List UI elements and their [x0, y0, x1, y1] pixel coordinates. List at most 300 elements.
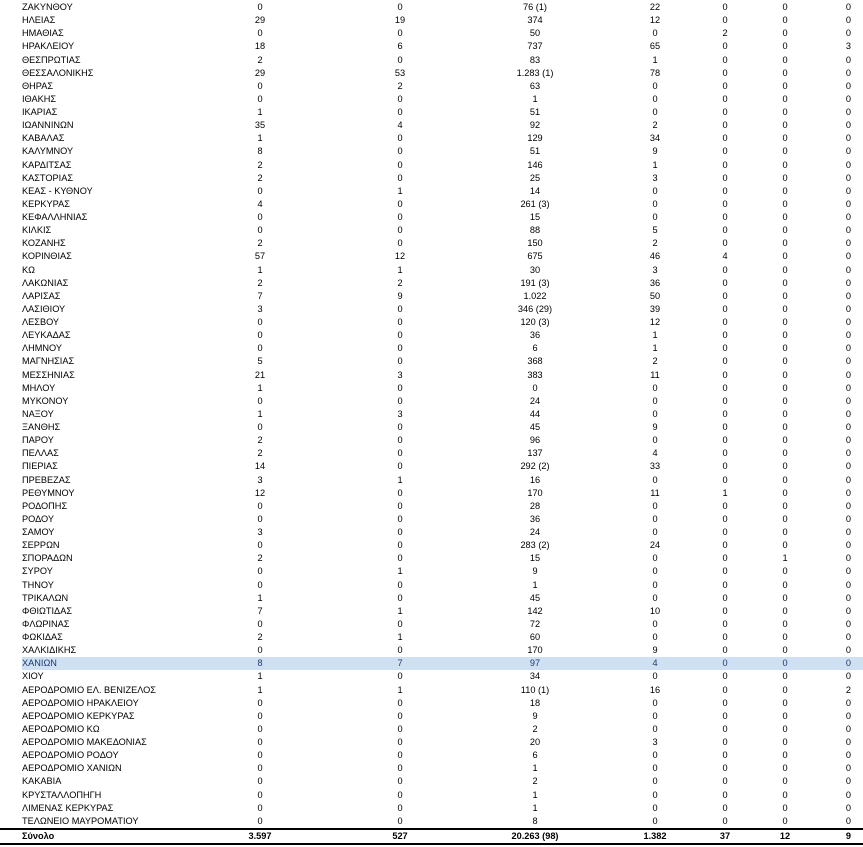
value-cell: 9	[532, 710, 538, 721]
value-cell: 0	[722, 632, 728, 643]
value-cell: 0	[652, 815, 658, 826]
value-cell: 3	[652, 264, 658, 275]
value-cell: 0	[782, 802, 788, 813]
value-cell: 283 (2)	[520, 540, 550, 551]
value-cell: 0	[845, 645, 851, 656]
value-cell: 0	[845, 605, 851, 616]
value-cell: 0	[722, 225, 728, 236]
value-cell: 191 (3)	[520, 277, 550, 288]
value-cell: 0	[257, 343, 263, 354]
value-cell: 0	[652, 212, 658, 223]
value-cell: 0	[782, 225, 788, 236]
value-cell: 0	[397, 815, 403, 826]
value-cell: 1	[257, 684, 263, 695]
value-cell: 0	[257, 789, 263, 800]
table-row	[0, 447, 863, 460]
value-cell: 12	[254, 487, 266, 498]
value-cell: 0	[257, 28, 263, 39]
value-cell: 0	[397, 461, 403, 472]
value-cell: 0	[782, 93, 788, 104]
value-cell: 0	[722, 513, 728, 524]
table-row	[0, 27, 863, 40]
value-cell: 0	[722, 684, 728, 695]
value-cell: 1	[782, 553, 788, 564]
value-cell: 0	[722, 2, 728, 13]
value-cell: 45	[529, 422, 541, 433]
value-cell: 18	[254, 41, 266, 52]
value-cell: 0	[397, 382, 403, 393]
value-cell: 0	[257, 212, 263, 223]
table-row	[0, 434, 863, 447]
value-cell: 0	[652, 527, 658, 538]
value-cell: 2	[532, 776, 538, 787]
value-cell: 0	[782, 422, 788, 433]
value-cell: 0	[782, 592, 788, 603]
value-cell: 0	[845, 408, 851, 419]
value-cell: 1	[532, 579, 538, 590]
value-cell: 8	[257, 146, 263, 157]
value-cell: 65	[649, 41, 661, 52]
region-name-cell: ΙΚΑΡΙΑΣ	[22, 107, 58, 118]
table-row	[0, 119, 863, 132]
value-cell: 150	[527, 238, 543, 249]
value-cell: 0	[782, 317, 788, 328]
value-cell: 0	[722, 80, 728, 91]
value-cell: 0	[257, 80, 263, 91]
table-row	[0, 145, 863, 158]
value-cell: 0	[782, 159, 788, 170]
value-cell: 0	[397, 671, 403, 682]
region-name-cell: ΑΕΡΟΔΡΟΜΙΟ ΜΑΚΕΔΟΝΙΑΣ	[22, 737, 147, 748]
value-cell: 0	[257, 618, 263, 629]
value-cell: 51	[529, 107, 541, 118]
value-cell: 3	[397, 408, 403, 419]
region-name-cell: ΛΗΜΝΟΥ	[22, 343, 63, 354]
value-cell: 0	[257, 2, 263, 13]
region-name-cell: ΡΟΔΟΥ	[22, 513, 55, 524]
value-cell: 0	[782, 251, 788, 262]
value-cell: 0	[397, 422, 403, 433]
value-cell: 10	[649, 605, 661, 616]
value-cell: 0	[722, 369, 728, 380]
value-cell: 0	[397, 789, 403, 800]
value-cell: 0	[782, 487, 788, 498]
region-name-cell: ΡΟΔΟΠΗΣ	[22, 500, 68, 511]
value-cell: 0	[782, 28, 788, 39]
value-cell: 0	[782, 212, 788, 223]
region-name-cell: ΙΩΑΝΝΙΝΩΝ	[22, 120, 74, 131]
value-cell: 2	[397, 277, 403, 288]
table-row	[0, 579, 863, 592]
value-cell: 0	[397, 592, 403, 603]
value-cell: 1	[397, 264, 403, 275]
value-cell: 0	[652, 408, 658, 419]
value-cell: 2	[257, 435, 263, 446]
value-cell: 50	[529, 28, 541, 39]
value-cell: 0	[397, 303, 403, 314]
value-cell: 0	[397, 710, 403, 721]
table-row	[0, 211, 863, 224]
value-cell: 2	[257, 54, 263, 65]
value-cell: 0	[722, 737, 728, 748]
value-cell: 0	[845, 238, 851, 249]
value-cell: 0	[397, 356, 403, 367]
value-cell: 0	[845, 723, 851, 734]
region-name-cell: ΚΑΒΑΛΑΣ	[22, 133, 65, 144]
value-cell: 0	[782, 172, 788, 183]
region-name-cell: ΗΜΑΘΙΑΣ	[22, 28, 64, 39]
region-name-cell: ΧΑΛΚΙΔΙΚΗΣ	[22, 645, 77, 656]
value-cell: 34	[529, 671, 541, 682]
table-row	[0, 684, 863, 697]
value-cell: 0	[845, 750, 851, 761]
value-cell: 0	[257, 815, 263, 826]
value-cell: 0	[782, 303, 788, 314]
value-cell: 0	[845, 251, 851, 262]
table-row	[0, 408, 863, 421]
value-cell: 57	[254, 251, 266, 262]
value-cell: 0	[782, 618, 788, 629]
value-cell: 25	[529, 172, 541, 183]
value-cell: 9	[652, 422, 658, 433]
value-cell: 51	[529, 146, 541, 157]
value-cell: 18	[529, 697, 541, 708]
region-name-cell: ΦΛΩΡΙΝΑΣ	[22, 618, 70, 629]
region-name-cell: ΑΕΡΟΔΡΟΜΙΟ ΡΟΔΟΥ	[22, 750, 119, 761]
value-cell: 3	[257, 474, 263, 485]
value-cell: 0	[722, 540, 728, 551]
value-cell: 1.283 (1)	[516, 67, 554, 78]
value-cell: 0	[652, 382, 658, 393]
value-cell: 0	[782, 540, 788, 551]
value-cell: 0	[722, 605, 728, 616]
value-cell: 0	[532, 382, 538, 393]
region-name-cell: ΠΕΛΛΑΣ	[22, 448, 59, 459]
value-cell: 0	[845, 474, 851, 485]
value-cell: 1	[532, 763, 538, 774]
value-cell: 0	[257, 763, 263, 774]
value-cell: 1	[652, 343, 658, 354]
value-cell: 0	[652, 513, 658, 524]
value-cell: 0	[397, 487, 403, 498]
value-cell: 0	[845, 317, 851, 328]
value-cell: 0	[722, 815, 728, 826]
value-cell: 0	[782, 632, 788, 643]
value-cell: 1	[652, 159, 658, 170]
region-name-cell: ΡΕΘΥΜΝΟΥ	[22, 487, 75, 498]
value-cell: 1	[257, 592, 263, 603]
value-cell: 0	[782, 277, 788, 288]
value-cell: 12	[394, 251, 406, 262]
value-cell: 2	[652, 238, 658, 249]
table-row	[0, 605, 863, 618]
table-row	[0, 762, 863, 775]
value-cell: 0	[845, 697, 851, 708]
table-row	[0, 342, 863, 355]
value-cell: 0	[722, 710, 728, 721]
value-cell: 14	[254, 461, 266, 472]
region-name-cell: ΜΕΣΣΗΝΙΑΣ	[22, 369, 75, 380]
table-row	[0, 67, 863, 80]
value-cell: 1	[532, 93, 538, 104]
value-cell: 1	[257, 671, 263, 682]
value-cell: 63	[529, 80, 541, 91]
value-cell: 0	[652, 750, 658, 761]
value-cell: 0	[257, 802, 263, 813]
value-cell: 137	[527, 448, 543, 459]
table-body	[0, 1, 863, 829]
region-name-cell: ΘΗΡΑΣ	[22, 80, 54, 91]
value-cell: 0	[652, 28, 658, 39]
value-cell: 0	[782, 264, 788, 275]
value-cell: 0	[722, 750, 728, 761]
value-cell: 1	[397, 185, 403, 196]
table-row	[0, 40, 863, 53]
value-cell: 0	[257, 513, 263, 524]
value-cell: 0	[782, 815, 788, 826]
value-cell: 0	[397, 763, 403, 774]
value-cell: 368	[527, 356, 543, 367]
value-cell: 0	[722, 277, 728, 288]
value-cell: 0	[782, 435, 788, 446]
value-cell: 0	[722, 15, 728, 26]
table-row	[0, 80, 863, 93]
value-cell: 29	[254, 15, 266, 26]
value-cell: 170	[527, 645, 543, 656]
value-cell: 0	[397, 343, 403, 354]
table-row	[0, 815, 863, 829]
value-cell: 1	[397, 474, 403, 485]
table-row	[0, 185, 863, 198]
value-cell: 24	[529, 395, 541, 406]
value-cell: 1	[652, 330, 658, 341]
table-row	[0, 710, 863, 723]
value-cell: 0	[782, 684, 788, 695]
value-cell: 33	[649, 461, 661, 472]
value-cell: 1	[257, 133, 263, 144]
value-cell: 0	[257, 225, 263, 236]
region-name-cell: ΠΑΡΟΥ	[22, 435, 54, 446]
value-cell: 9	[532, 566, 538, 577]
value-cell: 76 (1)	[522, 2, 547, 13]
value-cell: 0	[397, 317, 403, 328]
value-cell: 0	[782, 238, 788, 249]
value-cell: 0	[397, 172, 403, 183]
value-cell: 2	[652, 120, 658, 131]
region-name-cell: ΑΕΡΟΔΡΟΜΙΟ ΕΛ. ΒΕΝΙΖΕΛΟΣ	[22, 684, 156, 695]
value-cell: 16	[649, 684, 661, 695]
value-cell: 0	[722, 645, 728, 656]
table-row	[0, 277, 863, 290]
total-cell: 1.382	[615, 829, 695, 844]
region-name-cell: ΠΡΕΒΕΖΑΣ	[22, 474, 71, 485]
value-cell: 0	[845, 579, 851, 590]
region-name-cell: ΚΑΣΤΟΡΙΑΣ	[22, 172, 74, 183]
value-cell: 83	[529, 54, 541, 65]
value-cell: 0	[397, 750, 403, 761]
region-name-cell: ΛΕΥΚΑΔΑΣ	[22, 330, 71, 341]
region-name-cell: ΚΟΖΑΝΗΣ	[22, 238, 66, 249]
value-cell: 0	[722, 54, 728, 65]
table-row	[0, 670, 863, 683]
value-cell: 0	[782, 671, 788, 682]
value-cell: 2	[532, 723, 538, 734]
region-name-cell: ΚΩ	[22, 264, 35, 275]
table-row	[0, 369, 863, 382]
value-cell: 88	[529, 225, 541, 236]
value-cell: 0	[782, 605, 788, 616]
value-cell: 0	[397, 553, 403, 564]
value-cell: 0	[845, 815, 851, 826]
value-cell: 0	[782, 2, 788, 13]
value-cell: 0	[722, 185, 728, 196]
value-cell: 1	[397, 605, 403, 616]
value-cell: 1.022	[523, 290, 547, 301]
table-row	[0, 631, 863, 644]
value-cell: 1	[397, 632, 403, 643]
table-row	[0, 382, 863, 395]
value-cell: 0	[652, 763, 658, 774]
value-cell: 29	[254, 67, 266, 78]
value-cell: 2	[845, 684, 851, 695]
value-cell: 0	[722, 527, 728, 538]
value-cell: 0	[722, 238, 728, 249]
value-cell: 0	[397, 395, 403, 406]
value-cell: 0	[845, 15, 851, 26]
table-row	[0, 316, 863, 329]
table-row	[0, 657, 863, 670]
value-cell: 129	[527, 133, 543, 144]
value-cell: 0	[722, 723, 728, 734]
value-cell: 0	[782, 146, 788, 157]
value-cell: 0	[257, 750, 263, 761]
value-cell: 0	[722, 553, 728, 564]
value-cell: 0	[722, 448, 728, 459]
value-cell: 44	[529, 408, 541, 419]
value-cell: 1	[722, 487, 728, 498]
value-cell: 0	[845, 789, 851, 800]
value-cell: 0	[722, 579, 728, 590]
region-name-cell: ΖΑΚΥΝΘΟΥ	[22, 2, 73, 13]
value-cell: 0	[397, 500, 403, 511]
value-cell: 2	[397, 80, 403, 91]
value-cell: 0	[257, 776, 263, 787]
value-cell: 0	[397, 737, 403, 748]
value-cell: 45	[529, 592, 541, 603]
value-cell: 0	[652, 500, 658, 511]
value-cell: 1	[652, 54, 658, 65]
value-cell: 0	[845, 527, 851, 538]
value-cell: 0	[722, 671, 728, 682]
value-cell: 4	[615, 657, 695, 670]
value-cell: 0	[782, 448, 788, 459]
region-name-cell: ΑΕΡΟΔΡΟΜΙΟ ΚΕΡΚΥΡΑΣ	[22, 710, 135, 721]
value-cell: 0	[652, 566, 658, 577]
table-row	[0, 198, 863, 211]
value-cell: 0	[722, 500, 728, 511]
region-name-cell: ΣΥΡΟΥ	[22, 566, 53, 577]
value-cell: 0	[722, 41, 728, 52]
value-cell: 0	[755, 657, 815, 670]
value-cell: 0	[845, 107, 851, 118]
value-cell: 24	[529, 527, 541, 538]
table-row	[0, 592, 863, 605]
value-cell: 142	[527, 605, 543, 616]
value-cell: 15	[529, 553, 541, 564]
value-cell: 0	[722, 435, 728, 446]
region-name-cell: ΛΙΜΕΝΑΣ ΚΕΡΚΥΡΑΣ	[22, 802, 114, 813]
value-cell: 1	[257, 408, 263, 419]
value-cell: 0	[397, 212, 403, 223]
value-cell: 0	[845, 448, 851, 459]
value-cell: 0	[397, 198, 403, 209]
value-cell: 0	[722, 802, 728, 813]
value-cell: 0	[722, 172, 728, 183]
value-cell: 0	[652, 107, 658, 118]
table-row	[0, 329, 863, 342]
value-cell: 0	[397, 513, 403, 524]
table-row	[0, 54, 863, 67]
value-cell: 0	[397, 159, 403, 170]
value-cell: 0	[782, 330, 788, 341]
value-cell: 9	[397, 290, 403, 301]
region-name-cell: ΚΕΦΑΛΛΗΝΙΑΣ	[22, 212, 88, 223]
value-cell: 0	[257, 566, 263, 577]
value-cell: 0	[652, 198, 658, 209]
value-cell: 2	[652, 356, 658, 367]
value-cell: 0	[845, 802, 851, 813]
value-cell: 0	[397, 93, 403, 104]
value-cell: 0	[782, 67, 788, 78]
value-cell: 3	[257, 303, 263, 314]
value-cell: 92	[529, 120, 541, 131]
value-cell: 0	[845, 264, 851, 275]
table-row	[0, 237, 863, 250]
value-cell: 12	[649, 317, 661, 328]
value-cell: 3	[652, 172, 658, 183]
table-row	[0, 395, 863, 408]
value-cell: 374	[527, 15, 543, 26]
region-name-cell: ΗΡΑΚΛΕΙΟΥ	[22, 41, 75, 52]
value-cell: 0	[782, 356, 788, 367]
value-cell: 0	[257, 540, 263, 551]
region-name-cell: ΣΠΟΡΑΔΩΝ	[22, 553, 73, 564]
region-name-cell: ΦΩΚΙΔΑΣ	[22, 632, 63, 643]
total-label: Σύνολο	[0, 829, 175, 844]
value-cell: 0	[722, 592, 728, 603]
value-cell: 0	[722, 789, 728, 800]
value-cell: 28	[529, 500, 541, 511]
region-name-cell: ΛΑΡΙΣΑΣ	[22, 290, 61, 301]
value-cell: 0	[782, 54, 788, 65]
value-cell: 0	[722, 146, 728, 157]
value-cell: 0	[845, 2, 851, 13]
value-cell: 0	[722, 290, 728, 301]
value-cell: 2	[257, 553, 263, 564]
value-cell: 0	[652, 93, 658, 104]
value-cell: 0	[397, 540, 403, 551]
value-cell: 36	[649, 277, 661, 288]
table-row	[0, 526, 863, 539]
table-row	[0, 303, 863, 316]
region-name-cell: ΑΕΡΟΔΡΟΜΙΟ ΧΑΝΙΩΝ	[22, 763, 122, 774]
value-cell: 0	[782, 80, 788, 91]
region-name-cell: ΛΑΚΩΝΙΑΣ	[22, 277, 69, 288]
value-cell: 2	[257, 448, 263, 459]
value-cell: 0	[782, 408, 788, 419]
value-cell: 0	[652, 592, 658, 603]
table-row	[0, 460, 863, 473]
